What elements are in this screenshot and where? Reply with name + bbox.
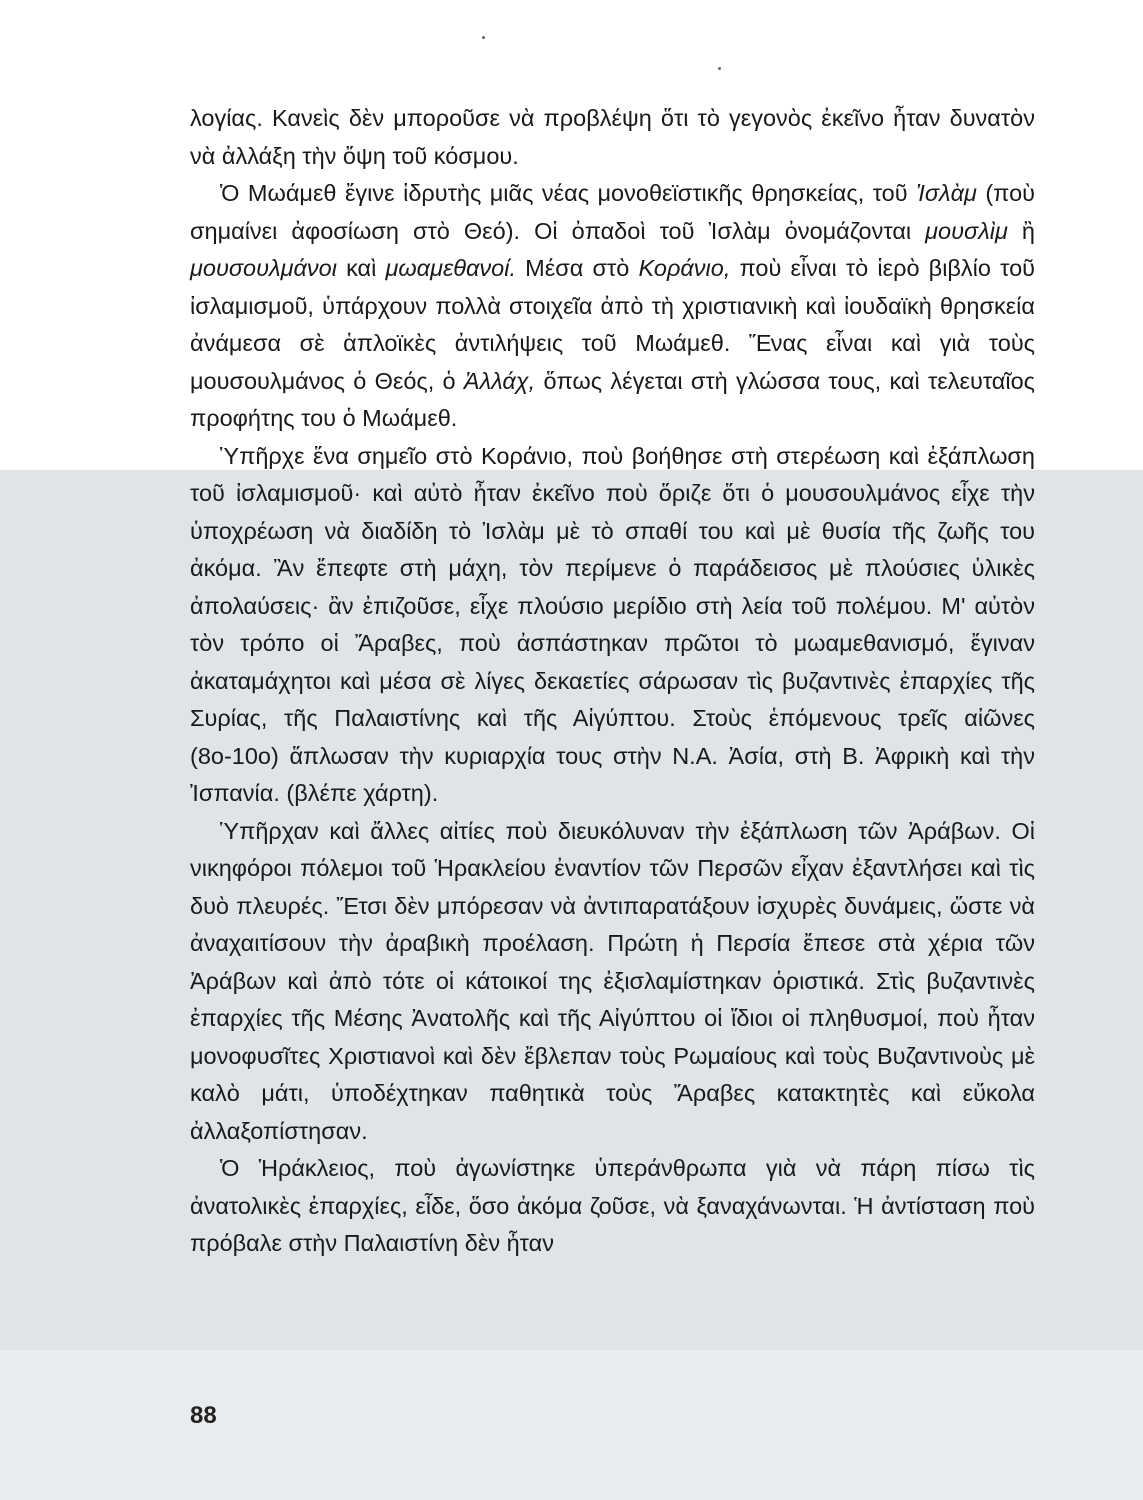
paragraph-5: Ὁ Ἡράκλειος, ποὺ ἀγωνίστηκε ὑπεράνθρωπα γιὰ νὰ πάρη πίσω τὶς ἀνατολικὲς ἐπαρχίες, εἶδε, ὅσο ἀκόμα ζοῦσε, νὰ ξαναχάνωνται. Ἡ ἀντίσταση ποὺ πρόβαλε στὴν Παλαιστίνη δὲν ἦταν — [190, 1155, 1035, 1256]
p2-italic-mousoulmanoi: μουσουλμάνοι — [190, 255, 337, 281]
body-text — [190, 100, 1035, 1263]
p2-text-2: (ποὺ σημαίνει ἀφοσίωση στὸ Θεό). Οἱ ὀπαδοὶ τοῦ Ἰσλὰμ ὀνομάζονται — [190, 180, 1035, 244]
paragraph-4: Ὑπῆρχαν καὶ ἄλλες αἰτίες ποὺ διευκόλυναν τὴν ἐξάπλωση τῶν Ἀράβων. Οἱ νικηφόροι πόλεμοι τοῦ Ἡρακλείου ἐναντίον τῶν Περσῶν εἶχαν ἐξαντλήσει καὶ τὶς δυὸ πλευρές. Ἔτσι δὲν μπόρεσαν νὰ ἀντιπαρατάξουν ἰσχυρὲς δυνάμεις, ὥστε νὰ ἀναχαιτίσουν τὴν ἀραβικὴ προέλαση. Πρώτη ἡ Περσία ἔπεσε στὰ χέρια τῶν Ἀράβων καὶ ἀπὸ τότε οἱ κάτοικοί της ἐξισλαμίστηκαν ὁριστικά. Στὶς βυζαντινὲς ἐπαρχίες τῆς Μέσης Ἀνατολῆς καὶ τῆς Αἰγύπτου οἱ ἴδιοι οἱ πληθυσμοί, ποὺ ἦταν μονοφυσῖτες Χριστιανοὶ καὶ δὲν ἔβλεπαν τοὺς Ρωμαίους καὶ τοὺς Βυζαντινοὺς μὲ καλὸ μάτι, ὑποδέχτηκαν παθητικὰ τοὺς Ἄραβες κατακτητὲς καὶ εὔκολα ἀλλαξοπίστησαν. — [190, 817, 1035, 1144]
page-background-bottom — [0, 1350, 1143, 1500]
p2-text-7: ὅπως λέγεται στὴ γλώσσα τους, καὶ τελευταῖος προφήτης του ὁ Μωάμεθ. — [190, 367, 1035, 431]
paragraph-1: λογίας. Κανεὶς δὲν μποροῦσε νὰ προβλέψη ὅτι τὸ γεγονὸς ἐκεῖνο ἦταν δυνατὸν νὰ ἀλλάξη τὴν ὄψη τοῦ κόσμου. — [190, 105, 1035, 169]
paragraph-3: Ὑπῆρχε ἕνα σημεῖο στὸ Κοράνιο, ποὺ βοήθησε στὴ στερέωση καὶ ἐξάπλωση τοῦ ἰσλαμισμοῦ· καὶ αὐτὸ ἦταν ἐκεῖνο ποὺ ὅριζε ὅτι ὁ μουσουλμάνος εἶχε τὴν ὑποχρέωση νὰ διαδίδη τὸ Ἰσλὰμ μὲ τὸ σπαθί του καὶ μὲ θυσία τῆς ζωῆς του ἀκόμα. Ἂν ἔπεφτε στὴ μάχη, τὸν περίμενε ὁ παράδεισος μὲ πλούσιες ὑλικὲς ἀπολαύσεις· ἂν ἐπιζοῦσε, εἶχε πλούσιο μερίδιο στὴ λεία τοῦ πολέμου. Μ' αὐτὸν τὸν τρόπο οἱ Ἄραβες, ποὺ ἀσπάστηκαν πρῶτοι τὸ μωαμεθανισμό, ἔγιναν ἀκαταμάχητοι καὶ μέσα σὲ λίγες δεκαετίες σάρωσαν τὶς βυζαντινὲς ἐπαρχίες τῆς Συρίας, τῆς Παλαιστίνης καὶ τῆς Αἰγύπτου. Στοὺς ἑπόμενους τρεῖς αἰῶνες (8ο-10ο) ἅπλωσαν τὴν κυριαρχία τους στὴν Ν.Α. Ἀσία, στὴ Β. Ἀφρικὴ καὶ τὴν Ἰσπανία. (βλέπε χάρτη). — [190, 442, 1035, 806]
p2-text-6: ποὺ εἶναι τὸ ἱερὸ βιβλίο τοῦ ἰσλαμισμοῦ, ὑπάρχουν πολλὰ στοιχεῖα ἀπὸ τὴ χριστιανικὴ καὶ ἰουδαϊκὴ θρησκεία ἀνάμεσα σὲ ἁπλοϊκὲς ἀντιλήψεις τοῦ Μωάμεθ. Ἕνας εἶναι καὶ γιὰ τοὺς μουσουλμάνος ὁ Θεός, ὁ — [190, 255, 1036, 394]
p2-text-5: Μέσα στὸ — [516, 255, 639, 281]
p2-text-4: καὶ — [336, 255, 386, 281]
p2-italic-moamethanoi: μωαμεθανοί. — [385, 255, 517, 281]
p2-italic-allah: Ἀλλάχ, — [463, 367, 536, 394]
scan-speck — [482, 36, 485, 39]
paragraph-2 — [190, 175, 1035, 438]
p2-text-1: Ὁ Μωάμεθ ἔγινε ἱδρυτὴς μιᾶς νέας μονοθεϊστικῆς θρησκείας, τοῦ — [220, 180, 917, 206]
p2-italic-islam: Ἰσλὰμ — [916, 180, 977, 206]
page-number: 88 — [190, 1402, 217, 1429]
p2-italic-muslim: μουσλὶμ — [925, 217, 1008, 244]
scan-speck — [718, 67, 721, 70]
p2-text-3: ἢ — [1007, 217, 1035, 244]
p2-italic-koranio: Κοράνιο, — [638, 255, 731, 281]
